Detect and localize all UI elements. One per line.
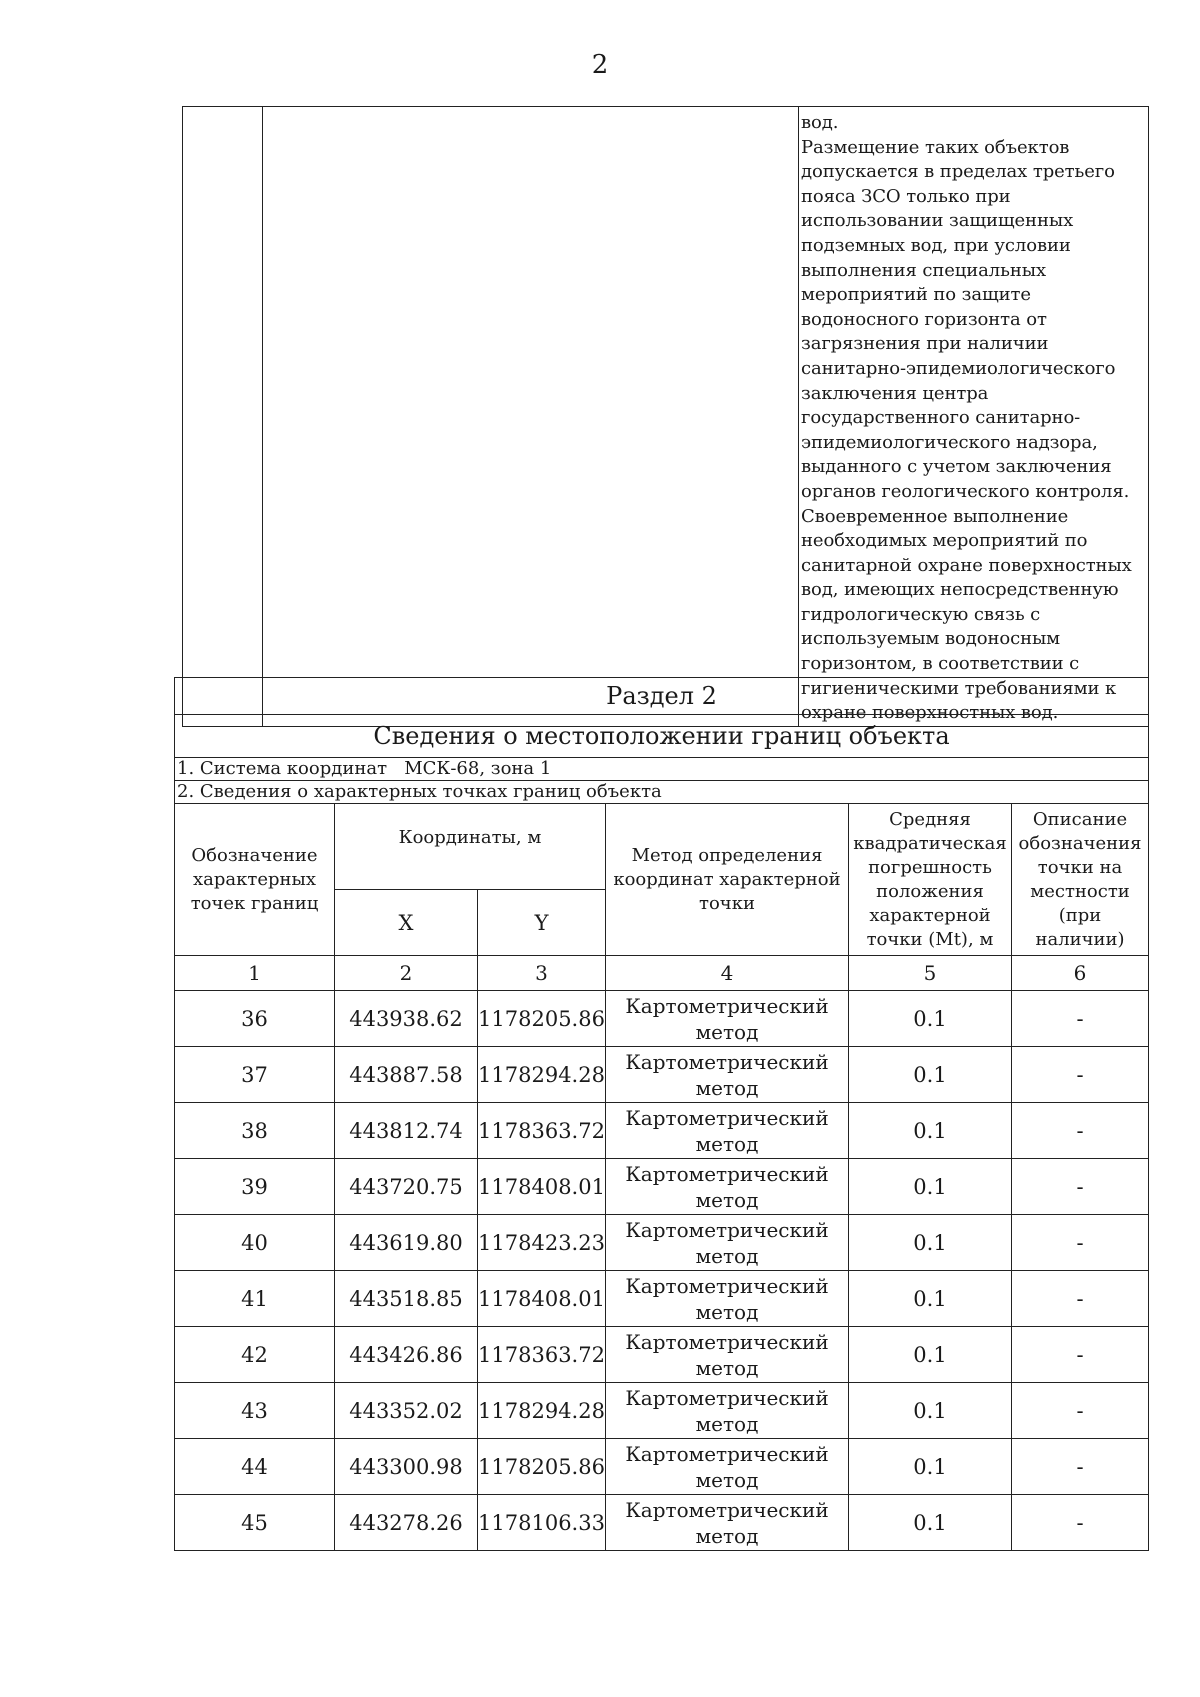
header-designation: Обозначение характерных точек границ [175,804,335,956]
description-cell: - [1012,1159,1149,1215]
point-number-cell: 40 [175,1215,335,1271]
page-number: 2 [591,50,609,80]
method-line: метод [695,1355,759,1380]
y-coordinate-cell: 1178408.01 [478,1159,606,1215]
method-line: метод [695,1131,759,1156]
continuation-cell-1 [183,107,263,727]
x-coordinate-cell: 443278.26 [335,1495,478,1551]
table-row [175,991,1149,1047]
method-cell [606,1159,849,1215]
column-number: 6 [1012,956,1149,991]
table-row [175,1159,1149,1215]
method-line: метод [695,1019,759,1044]
x-coordinate-cell: 443518.85 [335,1271,478,1327]
description-cell: - [1012,991,1149,1047]
x-coordinate-cell: 443300.98 [335,1439,478,1495]
x-coordinate-cell: 443720.75 [335,1159,478,1215]
table-row [175,1103,1149,1159]
method-line: Картометрический [625,1329,829,1354]
x-coordinate-cell: 443619.80 [335,1215,478,1271]
description-cell: - [1012,1271,1149,1327]
y-coordinate-cell: 1178294.28 [478,1047,606,1103]
column-number: 5 [849,956,1012,991]
column-numbers-row [175,956,1149,991]
table-row [175,1439,1149,1495]
table-row [175,1047,1149,1103]
description-cell: - [1012,1047,1149,1103]
description-cell: - [1012,1383,1149,1439]
method-line: Картометрический [625,1273,829,1298]
section-subtitle: Сведения о местоположении границ объекта [175,715,1149,758]
point-number-cell: 36 [175,991,335,1047]
y-coordinate-cell: 1178363.72 [478,1103,606,1159]
description-cell: - [1012,1495,1149,1551]
description-cell: - [1012,1327,1149,1383]
column-number: 4 [606,956,849,991]
method-cell [606,1439,849,1495]
method-line: метод [695,1299,759,1324]
method-line: метод [695,1075,759,1100]
header-error: Средняя квадратическая погрешность положения характерной точки (Mt), м [849,804,1012,956]
error-cell: 0.1 [849,991,1012,1047]
error-cell: 0.1 [849,1047,1012,1103]
x-coordinate-cell: 443812.74 [335,1103,478,1159]
coordinate-system-label: 1. Система координат [177,758,388,779]
method-line: Картометрический [625,1105,829,1130]
y-coordinate-cell: 1178205.86 [478,1439,606,1495]
method-cell [606,1103,849,1159]
header-method: Метод определения координат характерной точки [606,804,849,956]
description-cell: - [1012,1103,1149,1159]
error-cell: 0.1 [849,1159,1012,1215]
method-line: метод [695,1187,759,1212]
header-description: Описание обозначения точки на местности (при наличии) [1012,804,1149,956]
method-line: Картометрический [625,1049,829,1074]
method-cell [606,1271,849,1327]
point-number-cell: 42 [175,1327,335,1383]
method-line: метод [695,1243,759,1268]
points-label-row: 2. Сведения о характерных точках границ объекта [175,781,1149,804]
x-coordinate-cell: 443352.02 [335,1383,478,1439]
y-coordinate-cell: 1178408.01 [478,1271,606,1327]
column-number: 3 [478,956,606,991]
error-cell: 0.1 [849,1215,1012,1271]
error-cell: 0.1 [849,1383,1012,1439]
error-cell: 0.1 [849,1439,1012,1495]
header-y: Y [478,890,606,956]
table-row [175,1215,1149,1271]
table-row [175,1383,1149,1439]
coordinate-system-value: МСК-68, зона 1 [404,758,552,779]
point-number-cell: 38 [175,1103,335,1159]
column-number: 1 [175,956,335,991]
y-coordinate-cell: 1178205.86 [478,991,606,1047]
error-cell: 0.1 [849,1271,1012,1327]
description-cell: - [1012,1215,1149,1271]
column-number: 2 [335,956,478,991]
method-cell [606,1327,849,1383]
method-line: Картометрический [625,1497,829,1522]
table-row [175,1495,1149,1551]
continuation-cell-text [799,107,1149,727]
x-coordinate-cell: 443426.86 [335,1327,478,1383]
method-cell [606,1383,849,1439]
method-line: Картометрический [625,1385,829,1410]
method-line: метод [695,1467,759,1492]
method-line: Картометрический [625,1441,829,1466]
method-line: Картометрический [625,1217,829,1242]
method-line: метод [695,1523,759,1548]
x-coordinate-cell: 443887.58 [335,1047,478,1103]
error-cell: 0.1 [849,1495,1012,1551]
point-number-cell: 39 [175,1159,335,1215]
method-cell [606,1047,849,1103]
table-row [175,1327,1149,1383]
y-coordinate-cell: 1178363.72 [478,1327,606,1383]
table-row [175,1271,1149,1327]
y-coordinate-cell: 1178106.33 [478,1495,606,1551]
header-x: X [335,890,478,956]
continuation-cell-2 [263,107,799,727]
continuation-paragraph: Размещение таких объектов допускается в пределах третьего пояса ЗСО только при использовании защищенных подземных вод, при условии выполнения специальных мероприятий по защите водоносного горизонта от загрязнения при наличии санитарно-эпидемиологического заключения центра государственного санитарно-эпидемиологического надзора, выданного с учетом заключения органов геологического контроля. [801,136,1130,502]
point-number-cell: 44 [175,1439,335,1495]
continuation-table [182,106,1149,727]
method-cell [606,1215,849,1271]
continuation-paragraph: Своевременное выполнение необходимых мероприятий по санитарной охране поверхностных вод, имеющих непосредственную гидрологическую связь с используемым водоносным горизонтом, в соответствии с гигиеническими требованиями к охране поверхностных вод. [801,505,1132,724]
x-coordinate-cell: 443938.62 [335,991,478,1047]
method-line: Картометрический [625,1161,829,1186]
y-coordinate-cell: 1178423.23 [478,1215,606,1271]
coordinate-system-row [175,758,1149,781]
method-line: Картометрический [625,993,829,1018]
boundary-points-table [174,677,1149,1551]
method-cell [606,991,849,1047]
description-cell: - [1012,1439,1149,1495]
method-line: метод [695,1411,759,1436]
error-cell: 0.1 [849,1327,1012,1383]
y-coordinate-cell: 1178294.28 [478,1383,606,1439]
section-title: Раздел 2 [175,678,1149,715]
method-cell [606,1495,849,1551]
point-number-cell: 43 [175,1383,335,1439]
error-cell: 0.1 [849,1103,1012,1159]
point-number-cell: 41 [175,1271,335,1327]
continuation-paragraph: вод. [801,112,839,133]
point-number-cell: 45 [175,1495,335,1551]
point-number-cell: 37 [175,1047,335,1103]
header-coordinates: Координаты, м [335,804,606,890]
